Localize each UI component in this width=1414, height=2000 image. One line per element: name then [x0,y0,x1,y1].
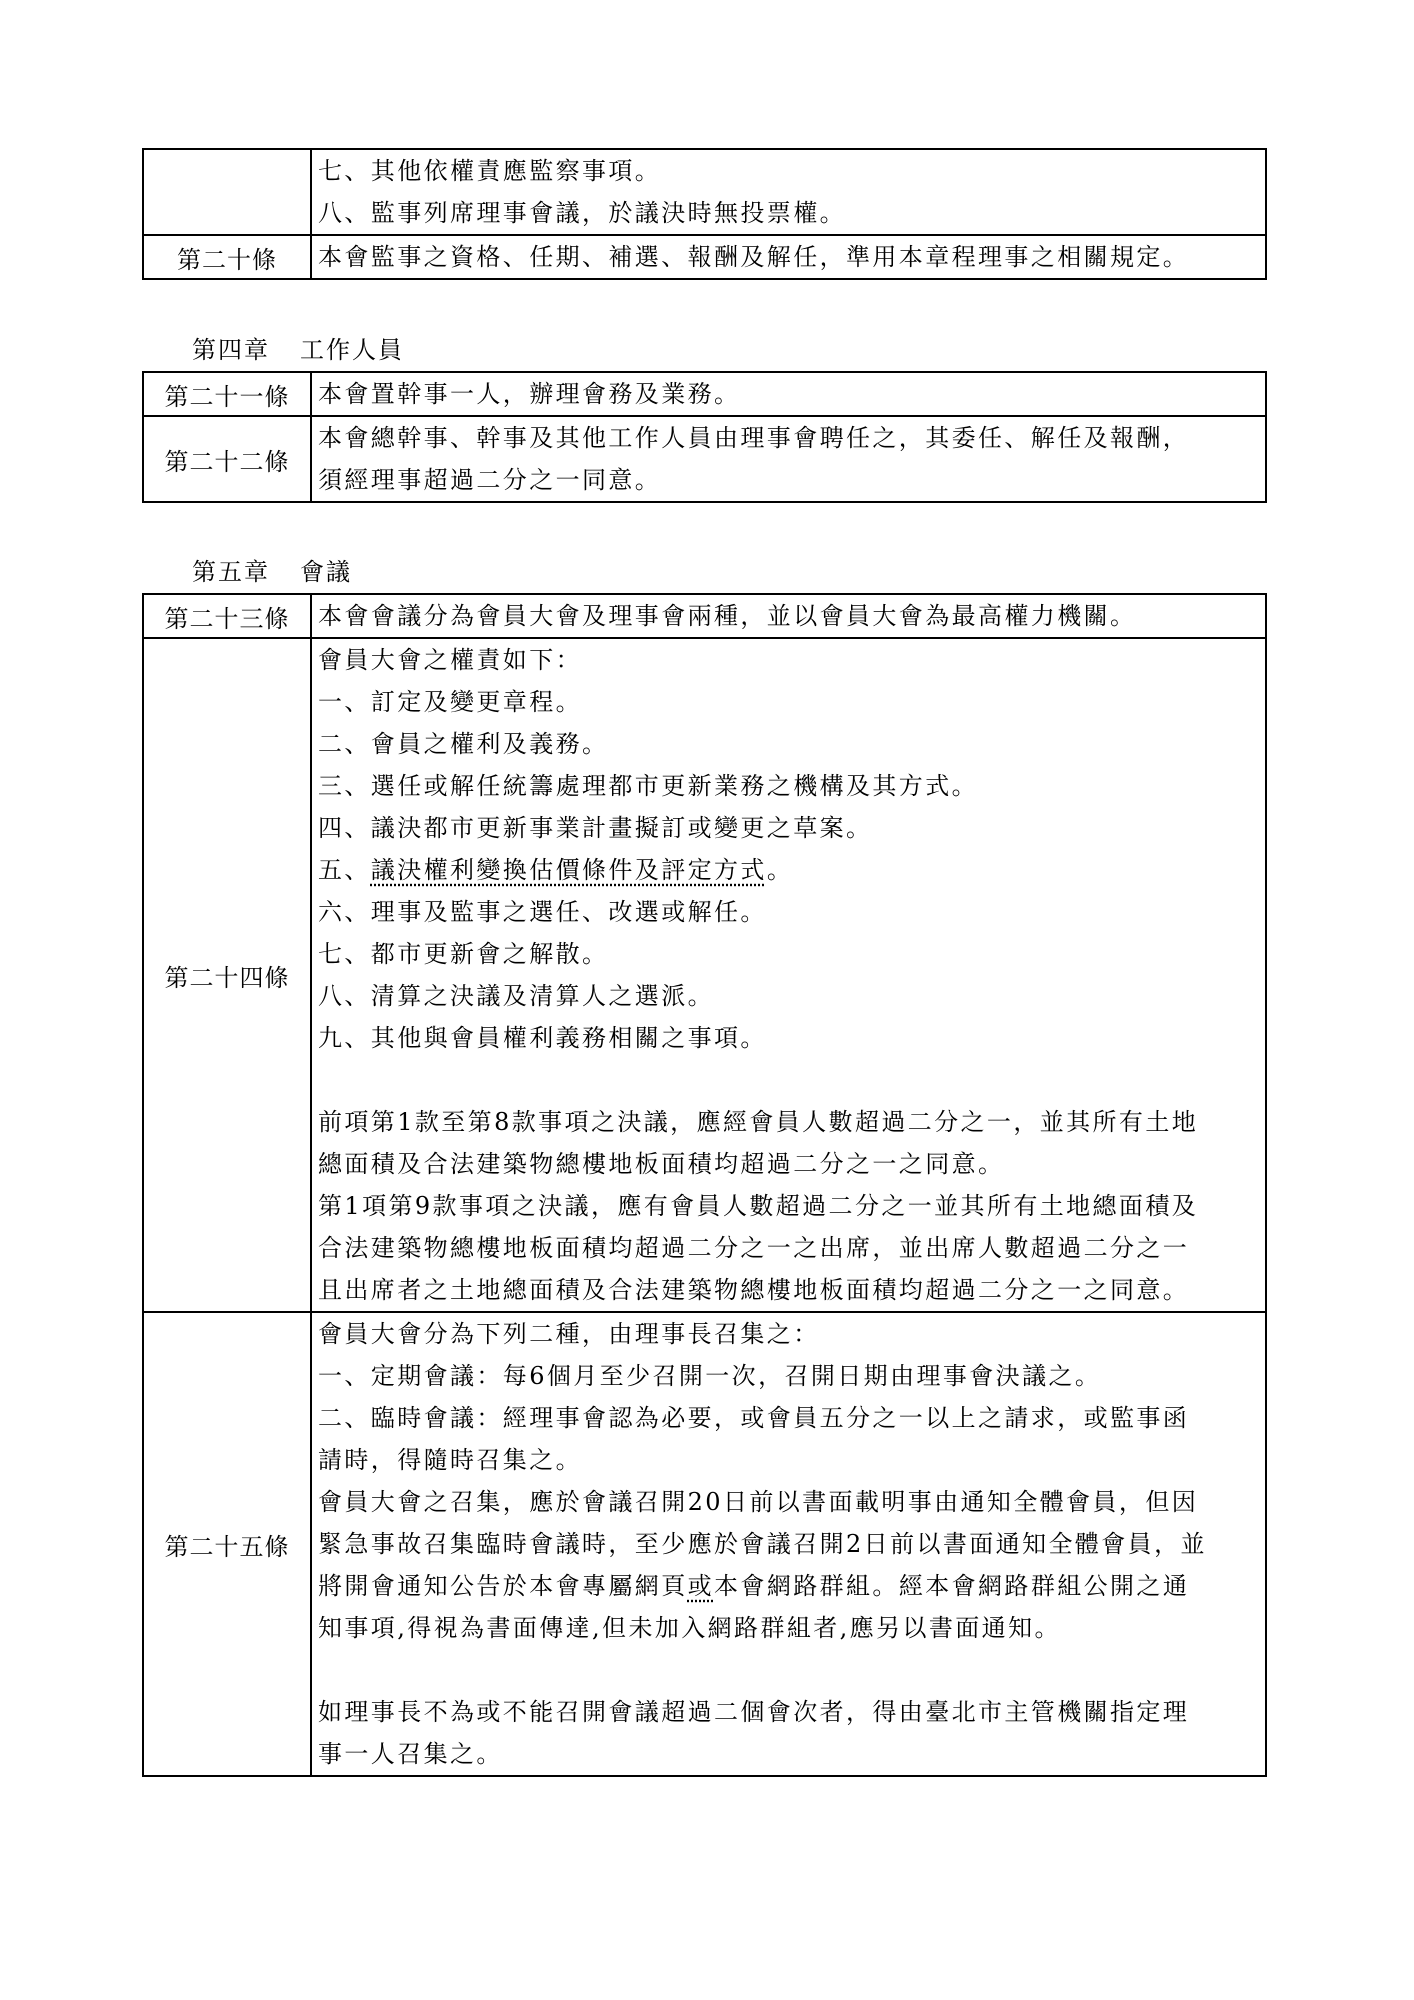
clause-line: 八、清算之決議及清算人之選派。 [318,982,714,1010]
clause-line: 如理事長不為或不能召開會議超過二個會次者，得由臺北市主管機關指定理 [318,1698,1190,1726]
clause-suffix: 。 [766,856,794,884]
article-cell [143,149,311,235]
table-row [143,1312,1266,1776]
clause-line: 事一人召集之。 [318,1740,503,1768]
articles-table-3 [142,593,1267,1777]
clause-line [318,1565,1263,1607]
clause-line: 本會監事之資格、任期、補選、報酬及解任，準用本章程理事之相關規定。 [318,243,1190,271]
clause-line: 合法建築物總樓地板面積均超過二分之一之出席，並出席人數超過二分之一 [318,1234,1190,1262]
article-number: 第二十條 [143,235,311,279]
article-body [311,638,1266,1312]
clause-line: 前項第1款至第8款事項之決議，應經會員人數超過二分之一，並其所有土地 [318,1108,1199,1136]
revised-text: 議決權利變換估價條件及評定方式 [370,856,767,884]
clause-line: 須經理事超過二分之一同意。 [318,466,662,494]
chapter-title: 工作人員 [300,336,404,364]
clause-line: 會員大會分為下列二種，由理事長召集之： [318,1320,820,1348]
table-row [143,594,1266,638]
clause-line: 知事項,得視為書面傳達,但未加入網路群組者,應另以書面通知。 [318,1614,1061,1642]
clause-line: 會員大會之召集，應於會議召開20日前以書面載明事由通知全體會員，但因 [318,1488,1199,1516]
blank-line [318,1059,1263,1101]
clause-prefix: 將開會通知公告於本會專屬網頁 [318,1572,688,1600]
blank-line [318,1649,1263,1691]
clause-line: 二、臨時會議：經理事會認為必要，或會員五分之一以上之請求，或監事函 [318,1404,1190,1432]
clause-line [318,849,1263,891]
clause-line: 一、定期會議：每6個月至少召開一次，召開日期由理事會決議之。 [318,1362,1102,1390]
chapter-heading [192,330,404,365]
table-row [143,372,1266,416]
clause-line: 本會置幹事一人，辦理會務及業務。 [318,380,741,408]
article-number: 第二十三條 [143,594,311,638]
clause-line: 七、都市更新會之解散。 [318,940,609,968]
article-body [311,149,1266,235]
clause-line: 緊急事故召集臨時會議時，至少應於會議召開2日前以書面通知全體會員，並 [318,1530,1207,1558]
clause-line: 九、其他與會員權利義務相關之事項。 [318,1024,767,1052]
clause-line: 七、其他依權責應監察事項。 [318,157,662,185]
clause-line: 且出席者之土地總面積及合法建築物總樓地板面積均超過二分之一之同意。 [318,1276,1190,1304]
article-body [311,372,1266,416]
clause-line: 六、理事及監事之選任、改選或解任。 [318,898,767,926]
clause-line: 本會總幹事、幹事及其他工作人員由理事會聘任之，其委任、解任及報酬， [318,424,1190,452]
clause-line: 四、議決都市更新事業計畫擬訂或變更之草案。 [318,814,873,842]
chapter-number: 第五章 [192,558,270,586]
clause-suffix: 本會網路群組。經本會網路群組公開之通 [714,1572,1190,1600]
article-body [311,1312,1266,1776]
clause-line: 二、會員之權利及義務。 [318,730,609,758]
chapter-title: 會議 [300,558,352,586]
table-row [143,149,1266,235]
clause-line: 一、訂定及變更章程。 [318,688,582,716]
table-row [143,416,1266,502]
chapter-number: 第四章 [192,336,270,364]
articles-table-2 [142,371,1267,503]
article-number: 第二十五條 [143,1312,311,1776]
article-number: 第二十四條 [143,638,311,1312]
clause-prefix: 五、 [318,856,371,884]
clause-line: 三、選任或解任統籌處理都市更新業務之機構及其方式。 [318,772,978,800]
clause-line: 請時，得隨時召集之。 [318,1446,582,1474]
chapter-heading [192,552,352,587]
article-body [311,235,1266,279]
table-row [143,638,1266,1312]
clause-line: 會員大會之權責如下： [318,646,582,674]
clause-line: 八、監事列席理事會議，於議決時無投票權。 [318,199,846,227]
article-body [311,416,1266,502]
table-row [143,235,1266,279]
article-number: 第二十二條 [143,416,311,502]
article-body [311,594,1266,638]
clause-line: 本會會議分為會員大會及理事會兩種，並以會員大會為最高權力機關。 [318,602,1137,630]
article-number: 第二十一條 [143,372,311,416]
clause-line: 總面積及合法建築物總樓地板面積均超過二分之一之同意。 [318,1150,1005,1178]
articles-table-1 [142,148,1267,280]
revised-text: 或 [687,1572,715,1600]
clause-line: 第1項第9款事項之決議，應有會員人數超過二分之一並其所有土地總面積及 [318,1192,1199,1220]
